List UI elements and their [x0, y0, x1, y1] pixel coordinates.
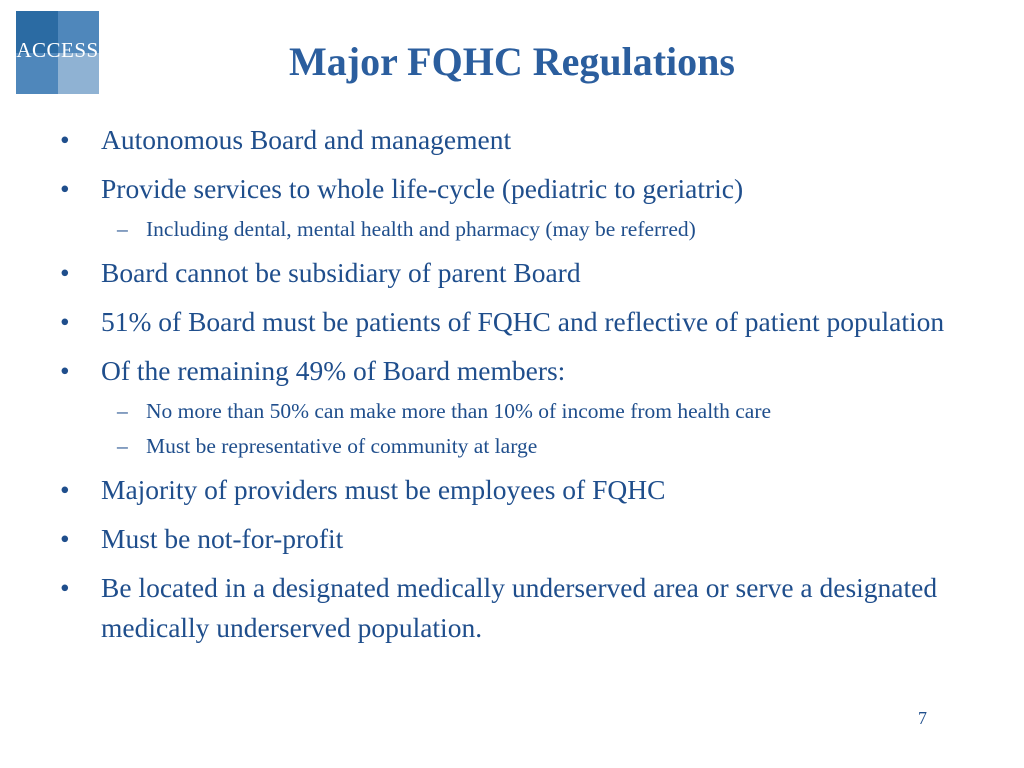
bullet-text: 51% of Board must be patients of FQHC and reflective of patient population — [101, 306, 945, 337]
sub-bullet-text: Including dental, mental health and pharmacy (may be referred) — [146, 217, 696, 241]
bullet-text: Provide services to whole life-cycle (pediatric to geriatric) — [101, 173, 744, 204]
bullet-marker: • — [60, 355, 70, 386]
bullet-item — [0, 351, 1024, 391]
sub-bullet-text: Must be representative of community at large — [146, 434, 538, 458]
bullet-text: Must be not-for-profit — [101, 523, 344, 554]
logo-text: ACCESS — [16, 38, 99, 62]
sub-bullet-item — [0, 395, 1024, 427]
sub-bullet-item — [0, 213, 1024, 245]
bullet-item — [0, 568, 1024, 648]
sub-bullet-marker: – — [117, 217, 128, 241]
bullet-text: Majority of providers must be employees of FQHC — [101, 474, 666, 505]
bullet-item — [0, 470, 1024, 510]
bullet-marker: • — [60, 306, 70, 337]
bullet-item — [0, 519, 1024, 559]
bullet-list — [0, 120, 1024, 657]
bullet-marker: • — [60, 257, 70, 288]
sub-bullet-text: No more than 50% can make more than 10% of income from health care — [146, 399, 772, 423]
bullet-marker: • — [60, 523, 70, 554]
bullet-text: Autonomous Board and management — [101, 124, 512, 155]
bullet-item — [0, 302, 1024, 342]
sub-bullet-item — [0, 430, 1024, 462]
bullet-item — [0, 120, 1024, 160]
bullet-text: Board cannot be subsidiary of parent Board — [101, 257, 581, 288]
bullet-item — [0, 253, 1024, 293]
sub-bullet-marker: – — [117, 434, 128, 458]
bullet-marker: • — [60, 124, 70, 155]
bullet-item — [0, 169, 1024, 209]
page-number: 7 — [918, 708, 927, 728]
bullet-marker: • — [60, 474, 70, 505]
slide-title: Major FQHC Regulations — [289, 39, 735, 84]
bullet-marker: • — [60, 572, 70, 603]
bullet-text: Of the remaining 49% of Board members: — [101, 355, 566, 386]
bullet-marker: • — [60, 173, 70, 204]
sub-bullet-marker: – — [117, 399, 128, 423]
bullet-text: Be located in a designated medically underserved area or serve a designated medically underserved population. — [101, 572, 938, 643]
